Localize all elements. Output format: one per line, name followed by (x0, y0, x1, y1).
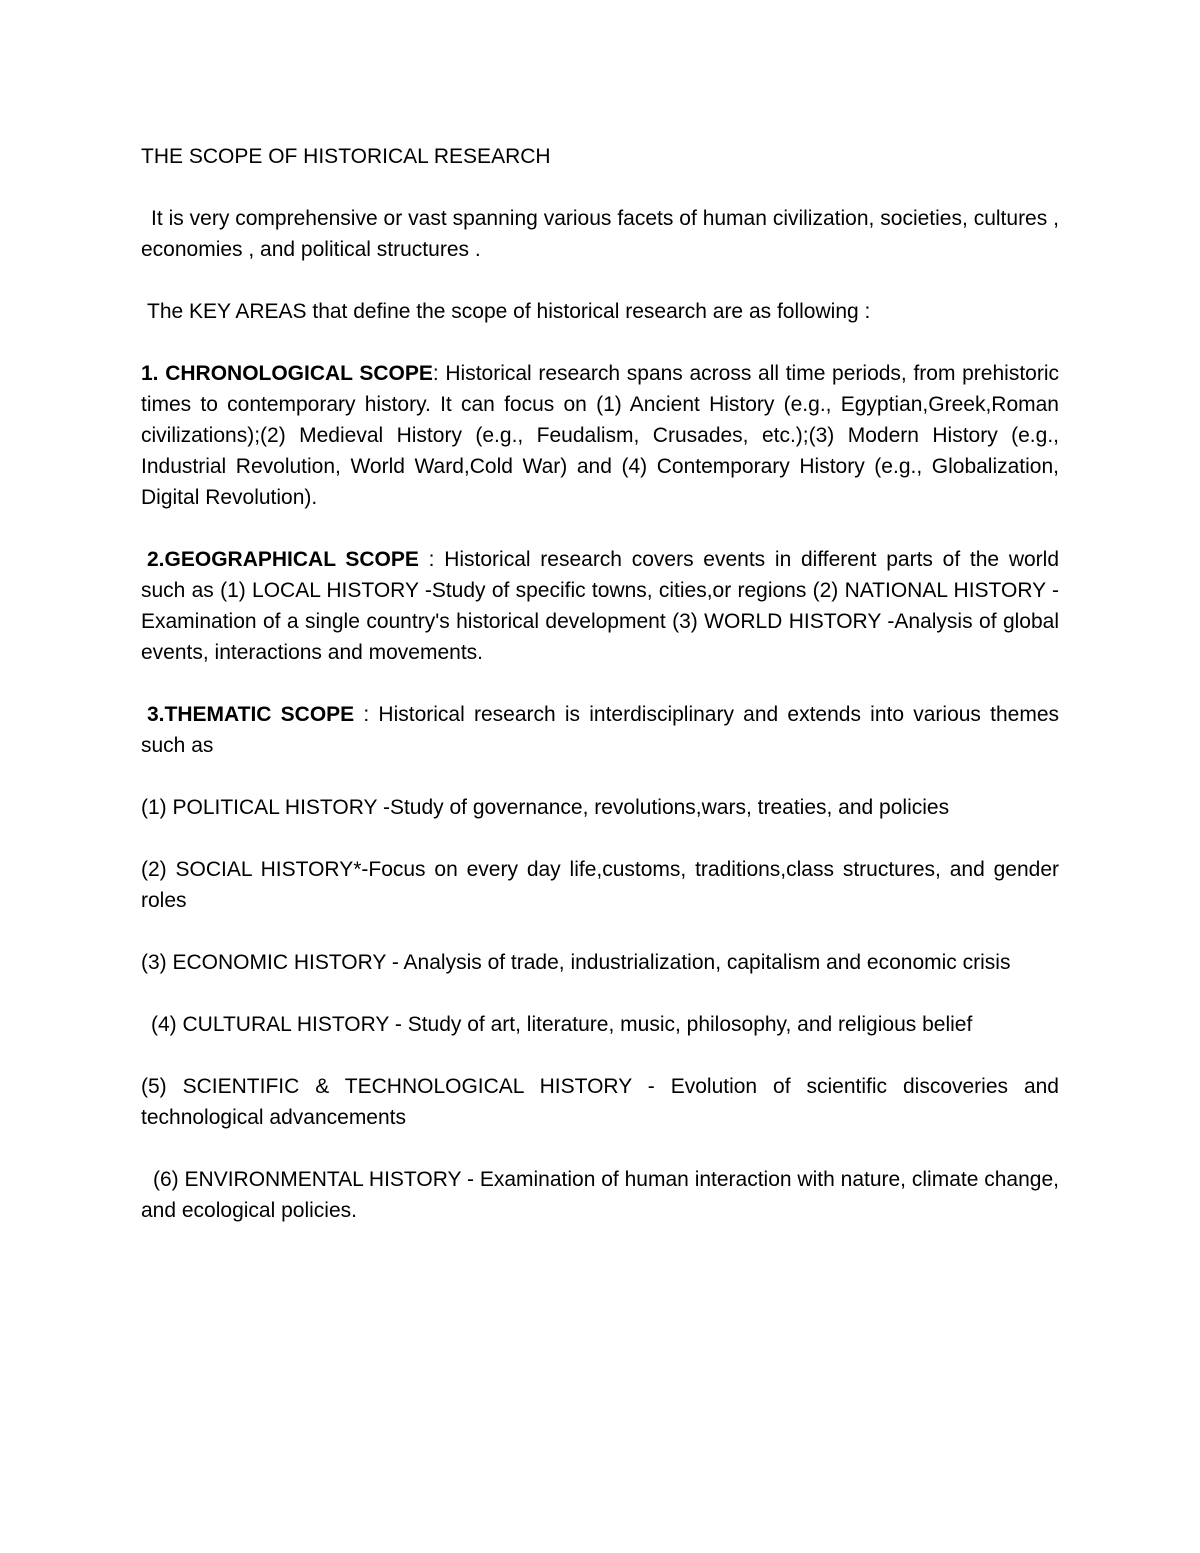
chronological-scope-text: : Historical research spans across all time periods, from prehistoric times to contemporary history. It can focus on (1) Ancient History (e.g., Egyptian,Greek,Roman civilizations);(2) Medieval History (e.g., Feudalism, Crusades, etc.);(3) Modern History (e.g., Industrial Revolution, World Ward,Cold War) and (4) Contemporary History (e.g., Globalization, Digital Revolution). (141, 362, 1059, 509)
intro-paragraph: It is very comprehensive or vast spanning various facets of human civilization, societies, cultures , economies , and political structures . (141, 207, 1059, 261)
geographical-scope-paragraph (141, 544, 1059, 668)
thematic-scope-paragraph (141, 699, 1059, 761)
thematic-scope-heading: 3.THEMATIC SCOPE (147, 703, 355, 726)
theme-social: (2) SOCIAL HISTORY*-Focus on every day life,customs, traditions,class structures, and gender roles (141, 858, 1059, 912)
geographical-scope-text: : Historical research covers events in different parts of the world such as (1) LOCAL HISTORY -Study of specific towns, cities,or regions (2) NATIONAL HISTORY - Examination of a single country's historical development (3) WORLD HISTORY -Analysis of global events, interactions and movements. (141, 548, 1059, 664)
document-page (141, 141, 1059, 1257)
theme-environmental: (6) ENVIRONMENTAL HISTORY - Examination of human interaction with nature, climate change, and ecological policies. (141, 1168, 1059, 1222)
geographical-scope-heading: 2.GEOGRAPHICAL SCOPE (147, 548, 419, 571)
theme-economic: (3) ECONOMIC HISTORY - Analysis of trade, industrialization, capitalism and economic crisis (141, 951, 1011, 974)
theme-scientific: (5) SCIENTIFIC & TECHNOLOGICAL HISTORY - Evolution of scientific discoveries and technological advancements (141, 1075, 1059, 1129)
document-title: THE SCOPE OF HISTORICAL RESEARCH (141, 145, 551, 168)
chronological-scope-paragraph (141, 358, 1059, 513)
theme-political: (1) POLITICAL HISTORY -Study of governance, revolutions,wars, treaties, and policies (141, 796, 950, 819)
thematic-scope-text: : Historical research is interdisciplinary and extends into various themes such as (141, 703, 1059, 757)
chronological-scope-heading: 1. CHRONOLOGICAL SCOPE (141, 362, 433, 385)
key-areas-paragraph: The KEY AREAS that define the scope of historical research are as following : (147, 300, 871, 323)
theme-cultural: (4) CULTURAL HISTORY - Study of art, literature, music, philosophy, and religious belief (151, 1013, 973, 1036)
